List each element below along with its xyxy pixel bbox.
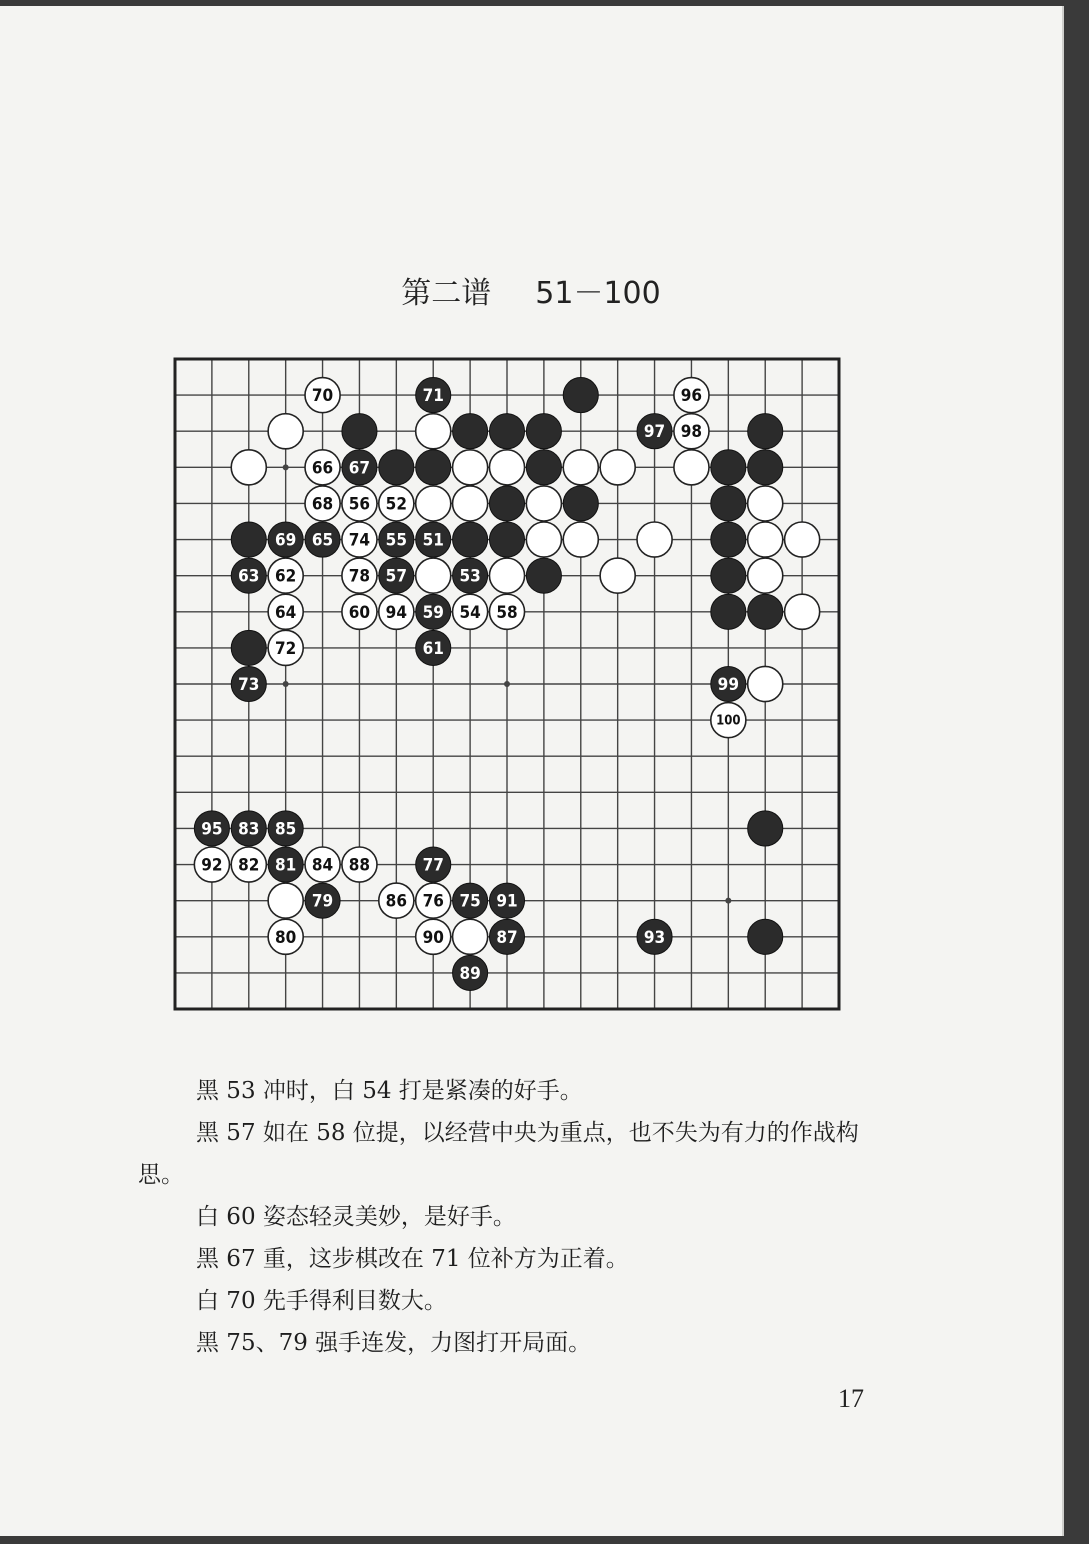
move-number: 60 bbox=[348, 602, 371, 623]
book-page bbox=[0, 6, 1064, 1536]
move-number: 65 bbox=[311, 530, 334, 551]
move-number: 84 bbox=[311, 855, 334, 876]
black-stone bbox=[453, 955, 488, 990]
star-point bbox=[283, 464, 289, 470]
white-stone bbox=[268, 630, 303, 665]
commentary bbox=[138, 1070, 898, 1364]
black-stone bbox=[711, 486, 746, 521]
move-number: 63 bbox=[238, 566, 260, 587]
white-stone bbox=[489, 558, 524, 593]
white-stone bbox=[526, 522, 561, 557]
move-number: 90 bbox=[422, 927, 444, 948]
white-stone bbox=[711, 703, 746, 738]
move-number: 66 bbox=[311, 458, 334, 479]
white-stone bbox=[305, 847, 340, 882]
black-stone bbox=[342, 414, 377, 449]
white-stone bbox=[600, 450, 635, 485]
move-number: 53 bbox=[459, 566, 481, 587]
commentary-line: 黑 67 重，这步棋改在 71 位补方为正着。 bbox=[196, 1246, 629, 1272]
black-stone bbox=[453, 883, 488, 918]
move-number: 73 bbox=[238, 675, 260, 695]
white-stone bbox=[453, 450, 488, 485]
move-number: 99 bbox=[717, 675, 739, 695]
move-number: 97 bbox=[643, 422, 666, 443]
move-number: 100 bbox=[716, 713, 741, 729]
move-number: 62 bbox=[275, 566, 297, 587]
white-stone bbox=[453, 486, 488, 521]
white-stone bbox=[453, 594, 488, 629]
black-stone bbox=[711, 450, 746, 485]
move-number: 96 bbox=[680, 386, 703, 407]
black-stone bbox=[194, 811, 229, 846]
white-stone bbox=[231, 450, 266, 485]
move-number: 94 bbox=[385, 602, 407, 623]
black-stone bbox=[416, 594, 451, 629]
move-number: 70 bbox=[311, 386, 334, 407]
white-stone bbox=[416, 919, 451, 954]
commentary-line: 白 70 先手得利目数大。 bbox=[196, 1288, 447, 1314]
black-stone bbox=[748, 919, 783, 954]
move-range: 51－100 bbox=[535, 276, 661, 311]
move-number: 78 bbox=[348, 566, 371, 587]
white-stone bbox=[674, 378, 709, 413]
black-stone bbox=[379, 522, 414, 557]
white-stone bbox=[342, 594, 377, 629]
white-stone bbox=[416, 486, 451, 521]
black-stone bbox=[711, 558, 746, 593]
black-stone bbox=[231, 630, 266, 665]
move-number: 85 bbox=[275, 819, 297, 840]
move-number: 76 bbox=[422, 891, 444, 912]
black-stone bbox=[231, 666, 266, 701]
move-number: 61 bbox=[422, 638, 444, 659]
black-stone bbox=[489, 919, 524, 954]
move-number: 91 bbox=[496, 891, 518, 912]
white-stone bbox=[379, 486, 414, 521]
black-stone bbox=[563, 378, 598, 413]
move-number: 86 bbox=[385, 891, 407, 912]
white-stone bbox=[268, 594, 303, 629]
move-number: 74 bbox=[348, 530, 371, 551]
move-number: 93 bbox=[643, 927, 666, 948]
move-number: 83 bbox=[238, 819, 260, 840]
white-stone bbox=[674, 414, 709, 449]
white-stone bbox=[674, 450, 709, 485]
move-number: 56 bbox=[348, 494, 371, 515]
page-number: 17 bbox=[838, 1384, 864, 1413]
white-stone bbox=[231, 847, 266, 882]
move-number: 88 bbox=[348, 855, 371, 876]
move-number: 59 bbox=[422, 602, 444, 623]
white-stone bbox=[268, 414, 303, 449]
move-number: 52 bbox=[385, 494, 407, 515]
white-stone bbox=[600, 558, 635, 593]
black-stone bbox=[268, 522, 303, 557]
black-stone bbox=[711, 666, 746, 701]
white-stone bbox=[268, 883, 303, 918]
white-stone bbox=[748, 522, 783, 557]
black-stone bbox=[748, 811, 783, 846]
black-stone bbox=[416, 847, 451, 882]
white-stone bbox=[526, 486, 561, 521]
commentary-line: 黑 57 如在 58 位提，以经营中央为重点，也不失为有力的作战构思。 bbox=[138, 1120, 859, 1188]
move-number: 71 bbox=[422, 386, 444, 407]
black-stone bbox=[748, 594, 783, 629]
white-stone bbox=[268, 919, 303, 954]
white-stone bbox=[379, 594, 414, 629]
white-stone bbox=[416, 558, 451, 593]
white-stone bbox=[342, 847, 377, 882]
black-stone bbox=[453, 558, 488, 593]
black-stone bbox=[748, 414, 783, 449]
black-stone bbox=[489, 486, 524, 521]
black-stone bbox=[416, 450, 451, 485]
go-board bbox=[173, 357, 841, 1011]
black-stone bbox=[453, 414, 488, 449]
black-stone bbox=[416, 630, 451, 665]
black-stone bbox=[748, 450, 783, 485]
black-stone bbox=[231, 811, 266, 846]
black-stone bbox=[637, 919, 672, 954]
diagram-title bbox=[0, 268, 1062, 312]
move-number: 89 bbox=[459, 963, 481, 984]
move-number: 67 bbox=[348, 458, 371, 479]
star-point bbox=[283, 681, 289, 687]
white-stone bbox=[563, 522, 598, 557]
move-number: 92 bbox=[201, 855, 223, 876]
black-stone bbox=[489, 522, 524, 557]
black-stone bbox=[268, 847, 303, 882]
black-stone bbox=[379, 558, 414, 593]
black-stone bbox=[231, 558, 266, 593]
white-stone bbox=[748, 558, 783, 593]
move-number: 72 bbox=[275, 638, 297, 659]
black-stone bbox=[489, 883, 524, 918]
white-stone bbox=[489, 594, 524, 629]
black-stone bbox=[526, 558, 561, 593]
go-board-svg bbox=[173, 357, 841, 1011]
move-number: 75 bbox=[459, 891, 481, 912]
black-stone bbox=[231, 522, 266, 557]
commentary-line: 黑 75、79 强手连发，力图打开局面。 bbox=[196, 1330, 592, 1356]
white-stone bbox=[489, 450, 524, 485]
move-number: 81 bbox=[275, 855, 297, 876]
black-stone bbox=[342, 450, 377, 485]
white-stone bbox=[305, 486, 340, 521]
black-stone bbox=[526, 450, 561, 485]
move-number: 95 bbox=[201, 819, 223, 840]
black-stone bbox=[416, 378, 451, 413]
black-stone bbox=[637, 414, 672, 449]
black-stone bbox=[453, 522, 488, 557]
white-stone bbox=[453, 919, 488, 954]
white-stone bbox=[194, 847, 229, 882]
move-number: 57 bbox=[385, 566, 407, 587]
move-number: 55 bbox=[385, 530, 407, 551]
black-stone bbox=[711, 594, 746, 629]
white-stone bbox=[416, 414, 451, 449]
move-number: 54 bbox=[459, 602, 481, 623]
black-stone bbox=[563, 486, 598, 521]
white-stone bbox=[563, 450, 598, 485]
commentary-line: 黑 53 冲时，白 54 打是紧凑的好手。 bbox=[196, 1078, 583, 1104]
black-stone bbox=[489, 414, 524, 449]
move-number: 51 bbox=[422, 530, 444, 551]
white-stone bbox=[305, 378, 340, 413]
move-number: 68 bbox=[311, 494, 334, 515]
white-stone bbox=[305, 450, 340, 485]
star-point bbox=[504, 681, 510, 687]
move-number: 69 bbox=[275, 530, 297, 551]
black-stone bbox=[526, 414, 561, 449]
white-stone bbox=[637, 522, 672, 557]
move-number: 77 bbox=[422, 855, 444, 876]
white-stone bbox=[785, 594, 820, 629]
white-stone bbox=[342, 558, 377, 593]
white-stone bbox=[748, 486, 783, 521]
white-stone bbox=[268, 558, 303, 593]
move-number: 64 bbox=[275, 602, 297, 623]
black-stone bbox=[416, 522, 451, 557]
move-number: 82 bbox=[238, 855, 260, 876]
move-number: 87 bbox=[496, 927, 518, 948]
black-stone bbox=[305, 522, 340, 557]
white-stone bbox=[748, 666, 783, 701]
white-stone bbox=[342, 522, 377, 557]
white-stone bbox=[342, 486, 377, 521]
title-text: 第二谱 bbox=[401, 276, 492, 311]
white-stone bbox=[785, 522, 820, 557]
star-point bbox=[725, 898, 731, 904]
commentary-line: 白 60 姿态轻灵美妙，是好手。 bbox=[196, 1204, 516, 1230]
black-stone bbox=[379, 450, 414, 485]
white-stone bbox=[379, 883, 414, 918]
black-stone bbox=[268, 811, 303, 846]
move-number: 98 bbox=[680, 422, 703, 443]
move-number: 58 bbox=[496, 602, 518, 623]
white-stone bbox=[416, 883, 451, 918]
black-stone bbox=[305, 883, 340, 918]
black-stone bbox=[711, 522, 746, 557]
move-number: 80 bbox=[275, 927, 297, 948]
move-number: 79 bbox=[311, 891, 334, 912]
